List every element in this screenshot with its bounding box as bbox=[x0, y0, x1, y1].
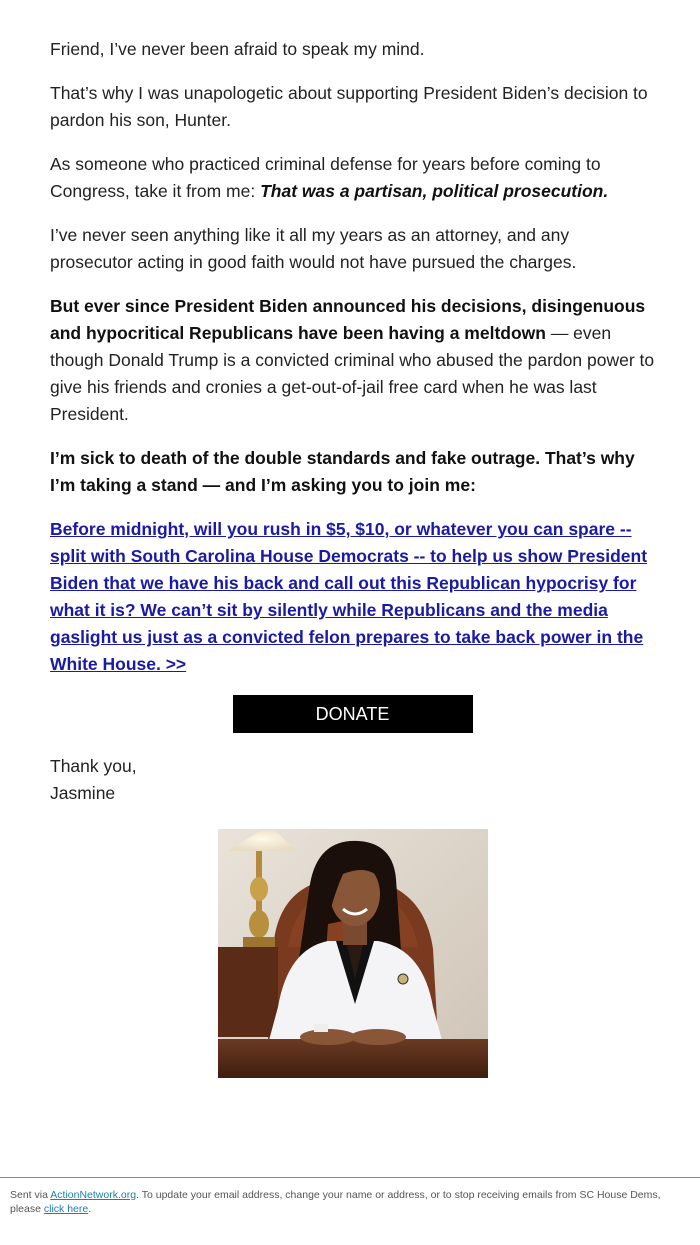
signoff bbox=[50, 753, 655, 807]
actionnetwork-link[interactable]: ActionNetwork.org bbox=[50, 1189, 137, 1201]
unsubscribe-link[interactable]: click here bbox=[43, 1203, 89, 1215]
footer-prefix: Sent via bbox=[10, 1189, 51, 1201]
signoff-name: Jasmine bbox=[50, 783, 116, 803]
prosecution-emphasis: That was a partisan, political prosecution. bbox=[260, 181, 609, 201]
signoff-thanks: Thank you, bbox=[50, 756, 137, 776]
donation-appeal-link[interactable]: Before midnight, will you rush in $5, $10, or whatever you can spare -- split with South Carolina House Democrats -- to help us show President Biden that we have his back and call out this Republican hypocrisy for what it is? We can’t sit by silently while Republicans and the media gaslight us just as a convicted felon prepares to take back power in the White House. >> bbox=[50, 519, 648, 674]
attorney-paragraph: I’ve never seen anything like it all my years as an attorney, and any prosecutor acting in good faith would not have pursued the charges. bbox=[50, 225, 577, 272]
email-footer bbox=[0, 1177, 700, 1245]
cta-paragraph bbox=[50, 516, 655, 678]
footer-text bbox=[10, 1188, 670, 1216]
meltdown-text: — even though Donald Trump is a convicted criminal who abused the pardon power to give his friends and cronies a get-out-of-jail free card when he was last President. bbox=[50, 323, 655, 424]
meltdown-bold-text: But ever since President Biden announced his decisions, disingenuous and hypocritical Republicans have been having a meltdown bbox=[50, 296, 646, 343]
footer-middle: . To update your email address, change your name or address, or to stop receiving emails from SC House Dems, please bbox=[10, 1189, 661, 1215]
criminal-defense-paragraph bbox=[50, 151, 655, 205]
donate-button[interactable]: DONATE bbox=[233, 695, 473, 733]
pardon-paragraph: That’s why I was unapologetic about supporting President Biden’s decision to pardon his son, Hunter. bbox=[50, 83, 648, 130]
greeting-paragraph: Friend, I’ve never been afraid to speak my mind. bbox=[50, 39, 425, 59]
criminal-defense-text: As someone who practiced criminal defense for years before coming to Congress, take it from me: bbox=[50, 154, 601, 201]
photo-container bbox=[50, 829, 655, 1083]
email-body bbox=[50, 36, 655, 1083]
meltdown-paragraph bbox=[50, 293, 655, 428]
footer-suffix: . bbox=[88, 1203, 92, 1215]
take-a-stand-paragraph: I’m sick to death of the double standards and fake outrage. That’s why I’m taking a stand — and I’m asking you to join me: bbox=[50, 448, 635, 495]
portrait-photo bbox=[218, 829, 488, 1078]
donate-button-container bbox=[50, 695, 655, 733]
